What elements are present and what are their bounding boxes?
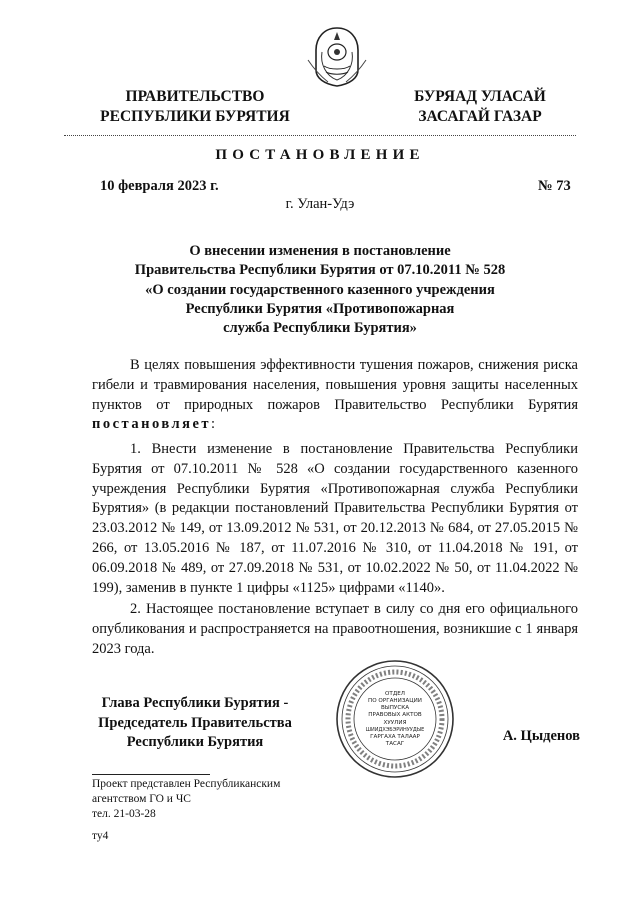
header-left-line: РЕСПУБЛИКИ БУРЯТИЯ [100,108,290,125]
document-number: № 73 [538,178,571,194]
preamble-keyword: постановляет [92,416,212,433]
signatory-title-line: Глава Республики Бурятия - [101,695,289,711]
footer-line: тел. 21-03-28 [92,808,156,820]
header-left-line: ПРАВИТЕЛЬСТВО [125,88,265,105]
signatory-title [80,694,310,753]
signatory-title-line: Республики Бурятия [126,734,264,750]
official-stamp [334,658,456,780]
stamp-text-line: ГАРГАХА ТАЛААР [370,734,420,740]
signatory-name: А. Цыденов [502,728,580,744]
header-right-line: БУРЯАД УЛАСАЙ [414,88,546,105]
stamp-text-line: ВЫПУСКА [380,705,410,711]
footer-note [92,777,280,822]
subject-line: служба Республики Бурятия» [223,320,417,337]
signatory-title-line: Председатель Правительства [98,714,292,731]
header-right-line: ЗАСАГАЙ ГАЗАР [418,108,542,125]
document-subject [120,242,520,338]
footer-line: агентством ГО и ЧС [92,793,191,805]
subject-line: Республики Бурятия «Противопожарная [185,300,455,317]
document-date: 10 февраля 2023 г. [100,178,219,194]
stamp-text-line: ОТДЕЛ [385,691,405,697]
paragraph-1: 1. Внести изменение в постановление Правительства Республики Бурятия от 07.10.2011 № 528 «О создании государственного казенного учреждения Республики Бурятия «Противопожарная служба Республики Бурятия» (в редакции постановлений Правительства Республики Бурятия от 23.03.2012 № 149, от 13.09.2012 № 531, от 20.12.2013 № 684, от 27.05.2015 № 266, от 13.05.2016 № 187, от 11.07.2016 № 310, от 11.04.2018 № 191, от 06.09.2018 № 489, от 27.09.2018 № 531, от 10.02.2022 № 50, от 11.04.2022 № 199), заменив в пункте 1 цифры «1125» цифрами «1140». [92,441,578,596]
stamp-text-line: ШИИДХЭБЭРИНУУДЫЕ [365,727,425,733]
subject-line: «О создании государственного казенного учреждения [145,281,495,298]
stamp-text-line: ТАСАГ [385,741,405,747]
subject-line: Правительства Республики Бурятия от 07.10.2011 № 528 [134,262,506,279]
subject-line: О внесении изменения в постановление [189,243,451,259]
document-city: г. Улан-Удэ [285,196,355,212]
stamp-text-line: ПРАВОВЫХ АКТОВ [368,712,422,718]
stamp-text-line: ПО ОРГАНИЗАЦИИ [368,698,422,704]
preamble-paragraph [92,356,578,435]
header-left [60,87,330,127]
preamble-end: : [211,416,216,433]
footer-line: Проект представлен Республиканским [92,778,281,790]
stamp-text-line: ХУУЛИЯ [383,720,407,726]
footer-code: ту4 [92,830,109,842]
paragraph-2: 2. Настоящее постановление вступает в силу со дня его официального опубликования и распространяется на правоотношения, возникшие с 1 января 2023 года. [92,601,578,657]
header-right [395,87,565,127]
coat-of-arms-emblem [302,22,372,88]
preamble-text: В целях повышения эффективности тушения пожаров, снижения риска гибели и травмирования населения, повышения уровня защиты населенных пунктов от природных пожаров Правительство Республики Бурятия [92,357,578,413]
document-title: ПОСТАНОВЛЕНИЕ [215,147,425,163]
footer-divider [92,774,210,775]
header-divider [64,135,576,136]
